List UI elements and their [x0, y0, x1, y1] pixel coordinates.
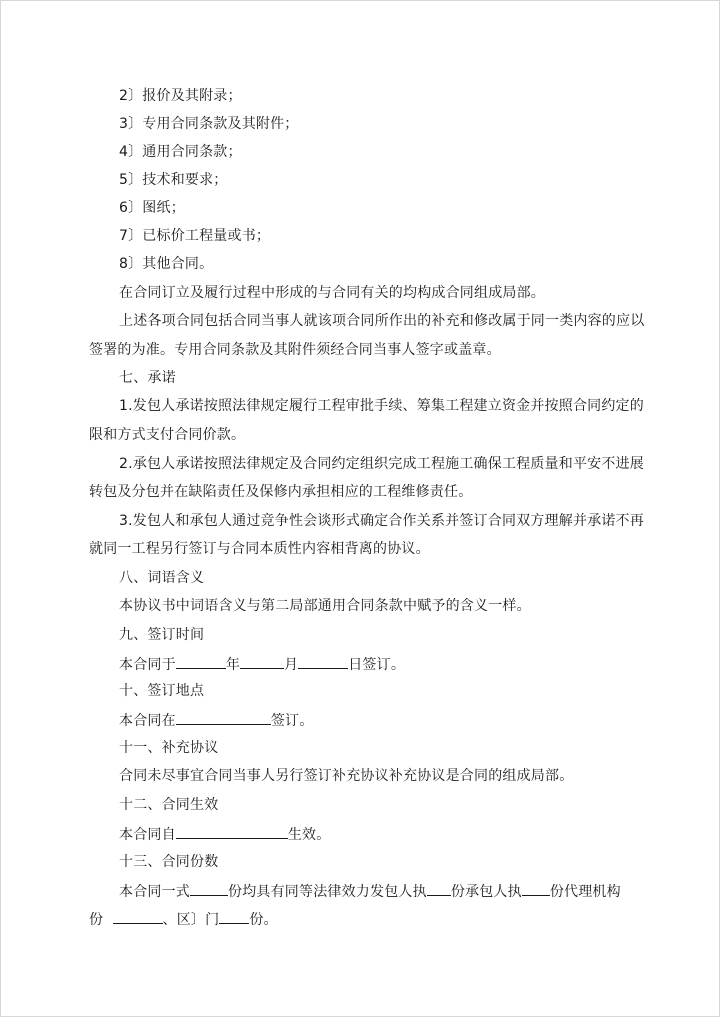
copies-total-blank[interactable] [190, 881, 228, 896]
list-item: 6〕图纸； [119, 200, 185, 216]
agency-copies-blank[interactable] [113, 909, 163, 924]
place-prefix: 本合同在 [119, 713, 176, 729]
date-prefix: 本合同于 [119, 657, 176, 673]
section-heading: 八、词语含义 [119, 570, 205, 586]
effective-suffix: 生效。 [287, 827, 331, 843]
copies-text: 本合同一式 [119, 884, 190, 900]
list-item: 2〕报价及其附录； [119, 88, 242, 104]
copies-text: 份代理机构 [549, 884, 621, 900]
promise-paragraph-line: 就同一工程另行签订与合同本质性内容相背离的协议。 [89, 541, 430, 557]
promise-paragraph-line: 1.发包人承诺按照法律规定履行工程审批手续、筹集工程建立资金并按照合同约定的 [119, 398, 644, 414]
section-heading: 十、签订地点 [119, 683, 205, 699]
list-item: 5〕技术和要求； [119, 172, 228, 188]
employer-copies-blank[interactable] [427, 881, 451, 896]
effective-line [119, 824, 330, 844]
paragraph-form: 在合同订立及履行过程中形成的与合同有关的均构成合同组成局部。 [119, 285, 545, 301]
copies-text: 份承包人执 [450, 884, 522, 900]
section-heading: 十二、合同生效 [119, 797, 219, 813]
section-heading: 七、承诺 [119, 370, 176, 386]
department-copies-blank[interactable] [219, 909, 249, 924]
contractor-copies-blank[interactable] [522, 881, 550, 896]
year-label: 年 [225, 657, 241, 673]
copies-text: 份 [89, 912, 104, 928]
promise-paragraph-line: 转包及分包并在缺陷责任及保修内承担相应的工程维修责任。 [89, 484, 473, 500]
promise-paragraph-line: 2.承包人承诺按照法律规定及合同约定组织完成工程施工确保工程质量和平安不进展 [119, 456, 644, 472]
promise-paragraph-line: 3.发包人和承包人通过竞争性会谈形式确定合作关系并签订合同双方理解并承诺不再 [119, 513, 644, 529]
paragraph-priority-line: 上述各项合同包括合同当事人就该项合同所作出的补充和修改属于同一类内容的应以 [119, 313, 645, 329]
signing-place-line [119, 710, 313, 730]
month-blank[interactable] [240, 654, 284, 669]
section-text: 合同未尽事宜合同当事人另行签订补充协议补充协议是合同的组成局部。 [119, 768, 574, 784]
section-heading: 十一、补充协议 [119, 740, 219, 756]
month-label: 月 [284, 657, 299, 673]
effective-blank[interactable] [176, 824, 288, 839]
effective-prefix: 本合同自 [119, 827, 176, 843]
copies-line [119, 881, 621, 901]
copies-text: 份均具有同等法律效力发包人执 [228, 884, 427, 900]
copies-line [89, 909, 278, 929]
list-item: 3〕专用合同条款及其附件； [119, 116, 299, 132]
signing-date-line [119, 654, 405, 674]
place-blank[interactable] [176, 710, 271, 725]
section-heading: 十三、合同份数 [119, 854, 219, 870]
place-suffix: 签订。 [270, 713, 314, 729]
paragraph-priority-line: 签署的为准。专用合同条款及其附件须经合同当事人签字或盖章。 [89, 342, 501, 358]
section-heading: 九、签订时间 [119, 627, 205, 643]
promise-paragraph-line: 限和方式支付合同价款。 [89, 427, 246, 443]
year-blank[interactable] [176, 654, 226, 669]
day-blank[interactable] [298, 654, 348, 669]
section-text: 本协议书中词语含义与第二局部通用合同条款中赋予的含义一样。 [119, 598, 531, 614]
list-item: 4〕通用合同条款； [119, 144, 242, 160]
list-item: 7〕已标价工程量或书； [119, 228, 271, 244]
copies-text: 、区〕门 [162, 912, 220, 928]
day-label: 日签订。 [348, 657, 406, 673]
list-item: 8〕其他合同。 [119, 256, 214, 272]
copies-text: 份。 [249, 912, 278, 928]
